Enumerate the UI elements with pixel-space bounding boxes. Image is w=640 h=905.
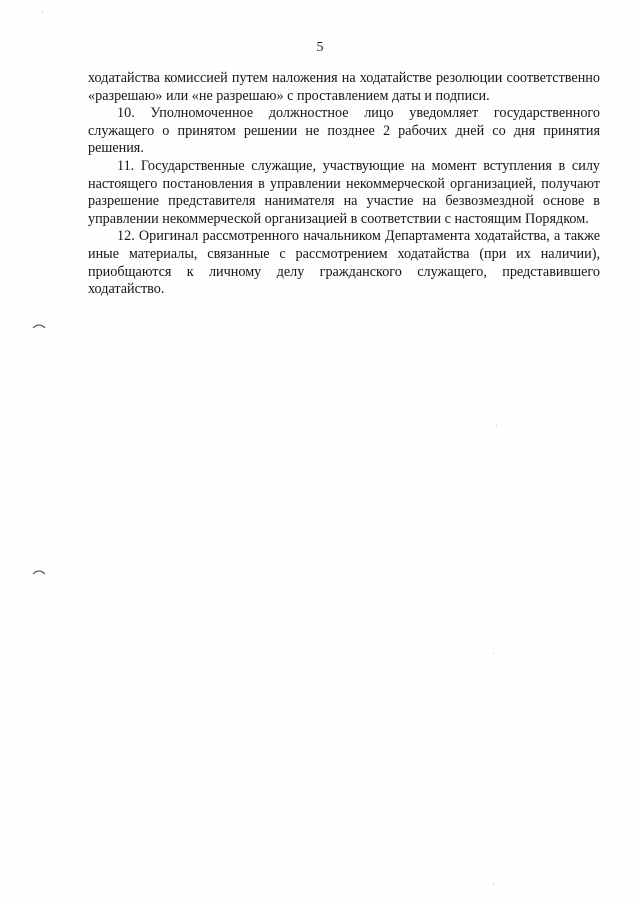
page-number: 5	[316, 40, 324, 55]
punch-hole-mark	[32, 322, 46, 330]
document-body	[88, 70, 600, 299]
paragraph-item-11: 11. Государственные служащие, участвующие на момент вступления в силу настоящего постановления в управлении некоммерческой организацией, получают разрешение представителя нанимателя на участие на безвозмездной основе в управлении некоммерческой организацией в соответствии с настоящим Порядком.	[88, 157, 600, 227]
paragraph-continuation: ходатайства комиссией путем наложения на ходатайстве резолюции соответственно «разрешаю» или «не разрешаю» с проставлением даты и подписи.	[88, 70, 600, 104]
paragraph-item-12: 12. Оригинал рассмотренного начальником Департамента ходатайства, а также иные материалы, связанные с рассмотрением ходатайства (при их наличии), приобщаются к личному делу гражданского служащего, представившего ходатайство.	[88, 228, 600, 298]
scan-speck	[493, 653, 494, 654]
punch-hole-mark	[32, 568, 46, 576]
scan-speck	[496, 425, 497, 426]
paragraph-item-10: 10. Уполномоченное должностное лицо уведомляет государственного служащего о принятом решении не позднее 2 рабочих дней со дня принятия решения.	[88, 105, 600, 157]
scan-speck	[42, 12, 43, 13]
scan-speck	[493, 884, 494, 885]
